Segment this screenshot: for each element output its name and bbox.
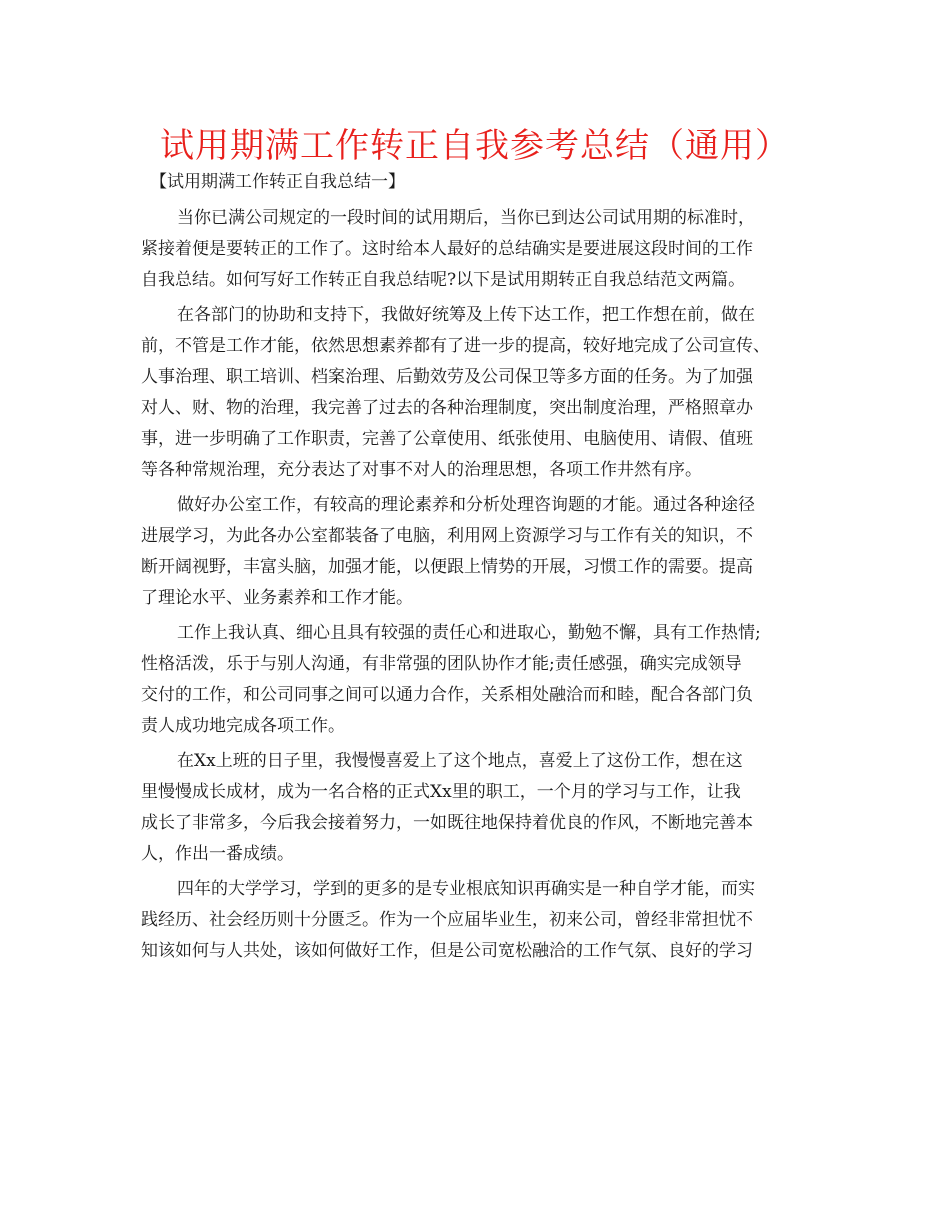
- text-line: 等各种常规治理，充分表达了对事不对人的治理思想，各项工作井然有序。: [141, 460, 702, 480]
- text-line: 践经历、社会经历则十分匮乏。作为一个应届毕业生，初来公司，曾经非常担忧不: [141, 910, 753, 930]
- text-line: 进展学习，为此各办公室都装备了电脑，利用网上资源学习与工作有关的知识，不: [141, 526, 753, 546]
- paragraph-4: [141, 618, 815, 742]
- text-line: 当你已满公司规定的一段时间的试用期后，当你已到达公司试用期的标准时，: [177, 208, 755, 228]
- document-title: 试用期满工作转正自我参考总结（通用）: [160, 126, 790, 166]
- text-line: 里慢慢成长成材，成为一名合格的正式Xx里的职工，一个月的学习与工作，让我: [141, 782, 741, 802]
- text-line: 断开阔视野，丰富头脑，加强才能，以便跟上情势的开展，习惯工作的需要。提高: [141, 557, 753, 577]
- text-line: 知该如何与人共处，该如何做好工作，但是公司宽松融洽的工作气氛、良好的学习: [141, 941, 753, 961]
- text-line: 前，不管是工作才能，依然思想素养都有了进一步的提高，较好地完成了公司宣传、: [141, 336, 770, 356]
- text-line: 了理论水平、业务素养和工作才能。: [141, 588, 413, 608]
- paragraph-5: [141, 746, 815, 870]
- text-line: 人事治理、职工培训、档案治理、后勤效劳及公司保卫等多方面的任务。为了加强: [141, 367, 753, 387]
- text-line: 性格活泼，乐于与别人沟通，有非常强的团队协作才能;责任感强，确实完成领导: [141, 654, 742, 674]
- text-line: 人，作出一番成绩。: [141, 844, 294, 864]
- text-line: 紧接着便是要转正的工作了。这时给本人最好的总结确实是要进展这段时间的工作: [141, 239, 753, 259]
- paragraph-3: [141, 490, 815, 614]
- text-line: 自我总结。如何写好工作转正自我总结呢?以下是试用期转正自我总结范文两篇。: [141, 270, 746, 290]
- text-line: 四年的大学学习，学到的更多的是专业根底知识再确实是一种自学才能，而实: [177, 879, 755, 899]
- text-line: 事，进一步明确了工作职责，完善了公章使用、纸张使用、电脑使用、请假、值班: [141, 429, 753, 449]
- text-line: 责人成功地完成各项工作。: [141, 716, 345, 736]
- text-line: 成长了非常多，今后我会接着努力，一如既往地保持着优良的作风，不断地完善本: [141, 813, 753, 833]
- text-line: 做好办公室工作，有较高的理论素养和分析处理咨询题的才能。通过各种途径: [177, 495, 755, 515]
- text-line: 对人、财、物的治理，我完善了过去的各种治理制度，突出制度治理，严格照章办: [141, 398, 753, 418]
- text-line: 在各部门的协助和支持下，我做好统筹及上传下达工作，把工作想在前，做在: [177, 305, 755, 325]
- document-body: [141, 203, 815, 967]
- paragraph-6: [141, 874, 815, 967]
- paragraph-1: [141, 203, 815, 296]
- paragraph-2: [141, 300, 815, 486]
- text-line: 交付的工作，和公司同事之间可以通力合作，关系相处融洽而和睦，配合各部门负: [141, 685, 753, 705]
- text-line: 在Xx上班的日子里，我慢慢喜爱上了这个地点，喜爱上了这份工作，想在这: [177, 751, 743, 771]
- text-line: 工作上我认真、细心且具有较强的责任心和进取心，勤勉不懈，具有工作热情;: [177, 623, 761, 643]
- section-subtitle: 【试用期满工作转正自我总结一】: [150, 172, 405, 192]
